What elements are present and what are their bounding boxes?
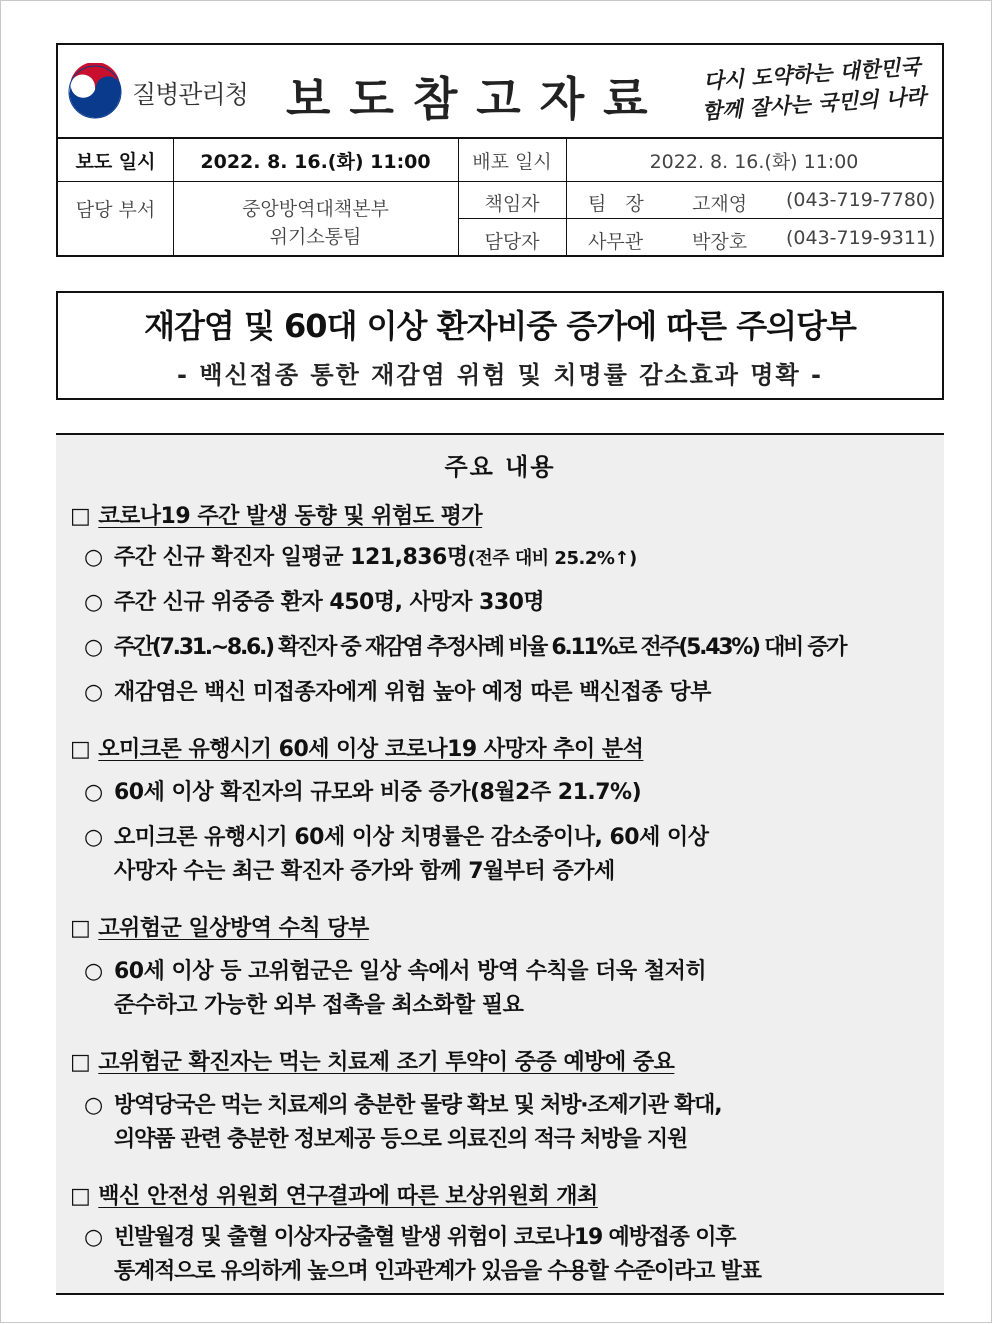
staff-name: 박장호: [692, 231, 748, 253]
checkbox-square-icon: □: [70, 737, 91, 762]
manager-name: 고재영: [692, 193, 748, 215]
circle-bullet-icon: ○: [84, 680, 103, 705]
manager-phone: (043-719-7780): [786, 189, 936, 211]
list-item: ○ 주간 신규 위중증 환자 450명, 사망자 330명: [84, 586, 936, 620]
list-item: ○ 오미크론 유행시기 60세 이상 치명률은 감소중이나, 60세 이상 사망자 수는 최근 확진자 증가와 함께 7월부터 증가세: [84, 821, 936, 889]
header-banner: [58, 45, 942, 139]
list-item: ○ 방역당국은 먹는 치료제의 충분한 물량 확보 및 처방·조제기관 확대, 의약품 관련 충분한 정보제공 등으로 의료진의 적극 처방을 지원: [84, 1089, 936, 1157]
headline-title: 재감염 및 60대 이상 환자비중 증가에 따른 주의당부: [144, 307, 856, 345]
agency-name: 질병관리청: [132, 80, 248, 109]
list-item: ○ 60세 이상 등 고위험군은 일상 속에서 방역 수칙을 더욱 철저히 준수하고 가능한 외부 접촉을 최소화할 필요: [84, 955, 936, 1023]
taegeuk-logo-icon: [66, 63, 124, 121]
circle-bullet-icon: ○: [84, 545, 103, 570]
checkbox-square-icon: □: [70, 504, 91, 529]
section-heading-text: 백신 안전성 위원회 연구결과에 따른 보상위원회 개최: [98, 1184, 598, 1209]
distribution-date-label: 배포 일시: [472, 151, 552, 173]
manager-title: 팀 장: [588, 193, 644, 215]
department-line-2: 위기소통팀: [269, 226, 362, 248]
list-item: ○ 주간(7.31.~8.6.) 확진자 중 재감염 추정사례 비율 6.11%로 전주(5.43%) 대비 증가: [84, 631, 936, 665]
info-table: [58, 137, 942, 255]
circle-bullet-icon: ○: [84, 825, 103, 850]
section-heading-text: 코로나19 주간 발생 동향 및 위험도 평가: [98, 504, 483, 529]
document-title: 보도참고자료: [286, 72, 667, 126]
section-heading-2: [70, 732, 643, 763]
list-item: ○ 재감염은 백신 미접종자에게 위험 높아 예정 따른 백신접종 당부: [84, 676, 936, 710]
section-heading-text: 오미크론 유행시기 60세 이상 코로나19 사망자 추이 분석: [98, 737, 644, 762]
staff-phone: (043-719-9311): [786, 227, 936, 249]
slogan-line-2: 함께 잘사는 국민의 나라: [701, 83, 928, 124]
circle-bullet-icon: ○: [84, 780, 103, 805]
circle-bullet-icon: ○: [84, 1093, 102, 1118]
distribution-date-value: 2022. 8. 16.(화) 11:00: [649, 151, 859, 173]
staff-title: 사무관: [588, 231, 644, 253]
headline-box: [56, 291, 944, 400]
press-header: [56, 43, 944, 257]
checkbox-square-icon: □: [70, 1050, 91, 1075]
government-slogan: [686, 50, 940, 127]
release-date-label: 보도 일시: [75, 151, 156, 173]
circle-bullet-icon: ○: [84, 590, 103, 615]
staff-label: 담당자: [484, 231, 540, 253]
section-heading-4: [70, 1045, 674, 1076]
slogan-line-1: 다시 도약하는 대한민국: [702, 53, 922, 94]
summary-section: [56, 433, 944, 1295]
department-value: [173, 195, 458, 251]
list-item: ○ 60세 이상 확진자의 규모와 비중 증가(8월2주 21.7%): [84, 776, 936, 810]
list-item: ○ 주간 신규 확진자 일평균 121,836명(전주 대비 25.2%↑): [84, 541, 936, 576]
checkbox-square-icon: □: [70, 1184, 91, 1209]
circle-bullet-icon: ○: [84, 635, 101, 660]
manager-label: 책임자: [484, 193, 540, 215]
section-heading-1: [70, 499, 482, 530]
headline-subtitle: - 백신접종 통한 재감염 위험 및 치명률 감소효과 명확 -: [177, 361, 823, 389]
section-heading-text: 고위험군 일상방역 수칙 당부: [98, 916, 369, 941]
section-heading-5: [70, 1179, 598, 1210]
circle-bullet-icon: ○: [84, 959, 103, 984]
summary-title: 주요 내용: [444, 453, 556, 481]
department-line-1: 중앙방역대책본부: [242, 198, 389, 220]
list-item: ○ 빈발월경 및 출혈 이상자궁출혈 발생 위험이 코로나19 예방접종 이후 통계적으로 유의하게 높으며 인과관계가 있음을 수용할 수준이라고 발표: [84, 1221, 936, 1289]
section-heading-3: [70, 911, 369, 942]
department-label: 담당 부서: [75, 199, 156, 221]
checkbox-square-icon: □: [70, 916, 91, 941]
release-date-value: 2022. 8. 16.(화) 11:00: [200, 151, 431, 173]
circle-bullet-icon: ○: [84, 1225, 102, 1250]
section-heading-text: 고위험군 확진자는 먹는 치료제 조기 투약이 중증 예방에 중요: [98, 1050, 675, 1075]
weekly-change-note: (전주 대비 25.2%↑): [467, 548, 637, 569]
